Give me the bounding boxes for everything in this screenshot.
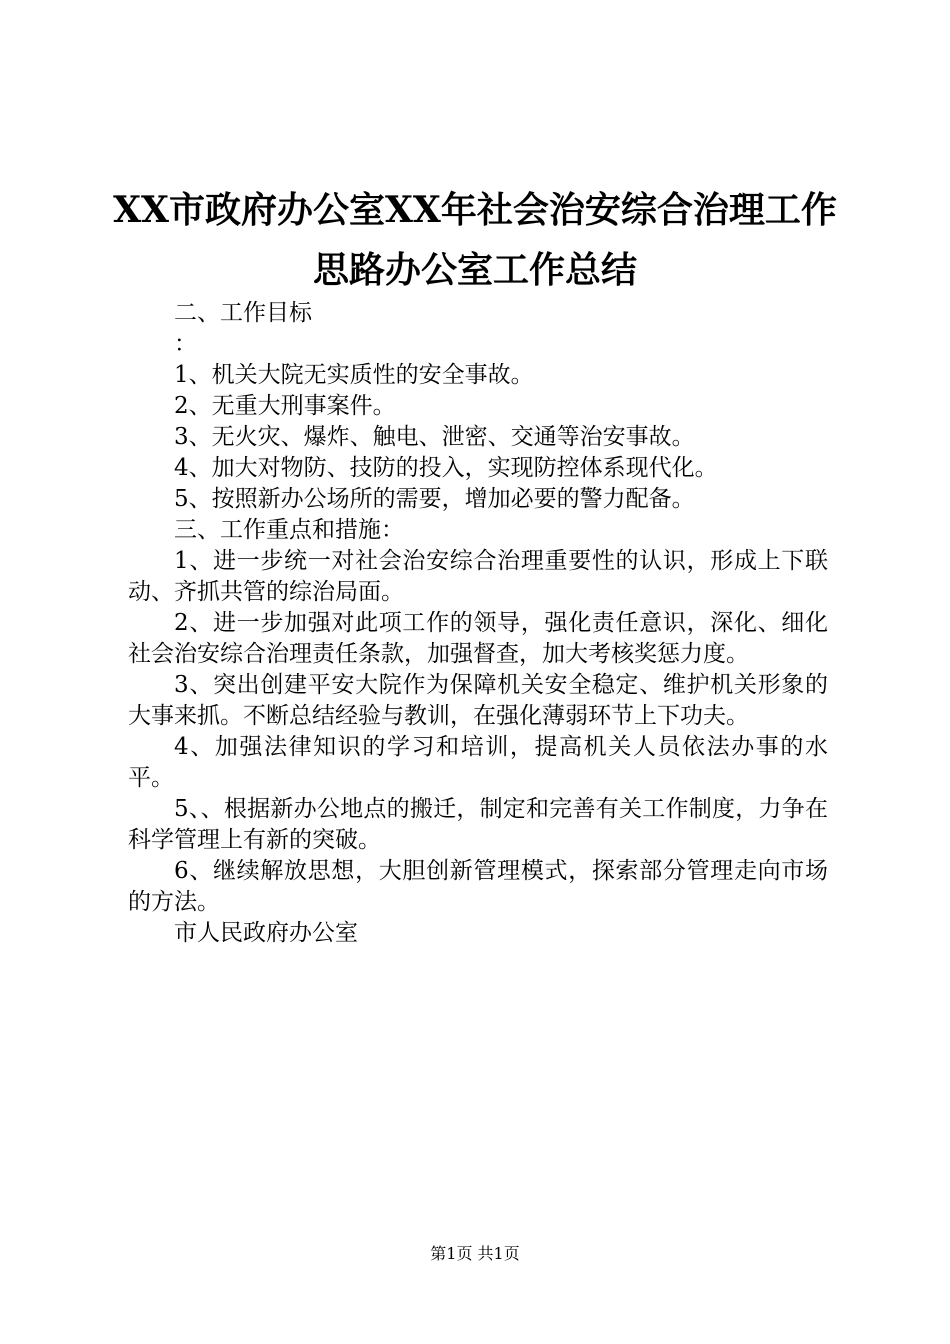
paragraph: 1、进一步统一对社会治安综合治理重要性的认识，形成上下联动、齐抓共管的综治局面。	[128, 548, 828, 605]
paragraph: 5、按照新办公场所的需要，增加必要的警力配备。	[174, 486, 695, 512]
paragraph: 2、无重大刑事案件。	[174, 393, 396, 419]
paragraph: 1、机关大院无实质性的安全事故。	[174, 362, 534, 388]
document-title-line-1: XX市政府办公室XX年社会治安综合治理工作	[113, 189, 837, 231]
paragraph: 6、继续解放思想，大胆创新管理模式，探索部分管理走向市场的方法。	[128, 858, 828, 915]
paragraph: 二、工作目标	[174, 300, 312, 326]
page-footer: 第1页 共1页	[430, 1244, 520, 1263]
paragraph: 5、、根据新办公地点的搬迁，制定和完善有关工作制度，力争在科学管理上有新的突破。	[128, 796, 828, 853]
paragraph: 三、工作重点和措施：	[174, 517, 404, 543]
paragraph: 3、无火灾、爆炸、触电、泄密、交通等治安事故。	[174, 424, 695, 450]
paragraph: 4、加大对物防、技防的投入，实现防控体系现代化。	[174, 455, 718, 481]
paragraph: 2、进一步加强对此项工作的领导，强化责任意识，深化、细化社会治安综合治理责任条款，加强督查，加大考核奖惩力度。	[128, 610, 828, 667]
signature-line: 市人民政府办公室	[174, 920, 358, 946]
paragraph: 4、加强法律知识的学习和培训，提高机关人员依法办事的水平。	[128, 734, 828, 791]
paragraph: ：	[174, 331, 197, 357]
document-body	[128, 298, 828, 949]
paragraph: 3、突出创建平安大院作为保障机关安全稳定、维护机关形象的大事来抓。不断总结经验与教训，在强化薄弱环节上下功夫。	[128, 672, 828, 729]
document-title-line-2: 思路办公室工作总结	[312, 249, 637, 291]
